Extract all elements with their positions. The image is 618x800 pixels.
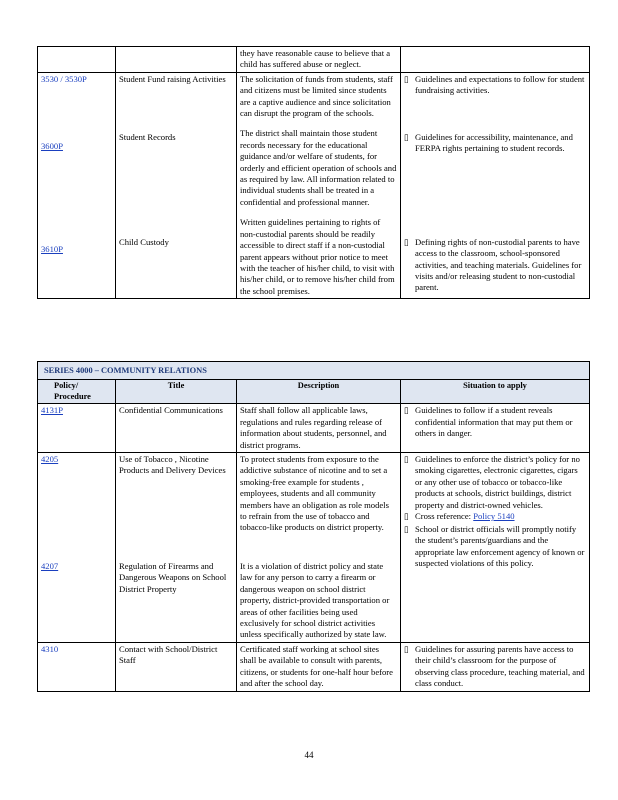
column-header-description: Description [237, 380, 401, 404]
bullet-icon: ▯ [404, 73, 409, 84]
bullet-icon: ▯ [404, 131, 409, 142]
situation-text: Guidelines for accessibility, maintenance, and FERPA rights pertaining to student records. [415, 131, 573, 154]
policy-link-3600p[interactable]: 3600P [41, 141, 63, 152]
policy-description: Written guidelines pertaining to rights of non-custodial parents should be readily accessible to direct staff if a non-custodial parent appears without prior notice to meet with the teacher of his/her child, to visit with his/her child, or to remove his/her child from the school premises. [240, 217, 395, 296]
situation-text: Guidelines to enforce the district’s policy for no smoking cigarettes, electronic cigarettes, cigars or any other use of tobacco or tobacco-like products at schools, district buildings, district property and district-owned vehicles. [415, 454, 580, 510]
situation-text: Guidelines and expectations to follow for student fundraising activities. [415, 73, 585, 96]
table-row [38, 72, 590, 298]
policy-description: Certificated staff working at school sites shall be available to consult with parents, citizens, or students for one-half hour before and after the school day. [237, 642, 401, 691]
policy-link-4205[interactable]: 4205 [41, 454, 59, 465]
policy-title: Contact with School/District Staff [116, 642, 237, 691]
policy-description: Staff shall follow all applicable laws, regulations and rules regarding release of information about students, personnel, and district programs. [237, 404, 401, 453]
policy-description: It is a violation of district policy and state law for any person to carry a firearm or dangerous weapon on school district property, district-provided transportation or areas of other facilities being used exclusively for school district activities unless specifically authorized by state law. [240, 561, 390, 640]
page-number: 44 [304, 750, 314, 760]
policy-title: Student Fund raising Activities [119, 73, 226, 84]
policy-title: Use of Tobacco , Nicotine Products and Delivery Devices [119, 454, 226, 476]
bullet-icon: ▯ [404, 405, 409, 416]
series-title: SERIES 4000 – COMMUNITY RELATIONS [38, 362, 590, 380]
policy-link-3610p[interactable]: 3610P [41, 243, 63, 254]
policy-description: To protect students from exposure to the addictive substance of nicotine and to set a smoking-free example for students , employees, students and all community members have an obligation as role models to refrain from the use of tobacco and tobacco-like products on district property. [240, 454, 389, 533]
bullet-icon: ▯ [404, 643, 409, 654]
bullet-icon: ▯ [404, 236, 409, 247]
policy-link-4207[interactable]: 4207 [41, 561, 59, 572]
cross-reference-label: Cross reference: [415, 511, 472, 522]
cross-reference-link[interactable]: Policy 5140 [473, 511, 515, 522]
table-row [38, 453, 590, 643]
situation-text: Guidelines for assuring parents have access to their child’s classroom for the purpose of observing class procedure, teaching material, and class conduct. [415, 643, 585, 689]
policy-title: Regulation of Firearms and Dangerous Weapons on School District Property [119, 561, 227, 594]
bullet-icon: ▯ [404, 524, 409, 535]
table-row [38, 47, 590, 73]
policy-code-3530: 3530 / 3530P [41, 73, 87, 84]
table-row [38, 642, 590, 691]
column-header-title: Title [116, 380, 237, 404]
situation-text: Guidelines to follow if a student reveals confidential information that may put them or others in danger. [415, 405, 573, 439]
situation-text: Defining rights of non-custodial parents to have access to the classroom, school-sponsored activities, and teaching materials. Guidelines for visits and/or releasing student to non-custodial parent. [415, 236, 582, 293]
policy-code-4310: 4310 [41, 643, 59, 654]
policy-description: The solicitation of funds from students, staff and citizens must be limited since students are a captive audience and since solicitation can disrupt the program of the schools. [240, 73, 393, 119]
table-header [38, 380, 590, 404]
top-policy-table [37, 46, 590, 299]
policy-description: The district shall maintain those student records necessary for the educational guidance and/or welfare of students, for orderly and efficient operation of schools and as required by law. All information related to individual students shall be treated in a confidential and professional manner. [240, 128, 397, 207]
situation-text: School or district officials will promptly notify the student’s parents/guardians and the appropriate law enforcement agency of known or suspected violations of this policy. [415, 524, 585, 569]
policy-title: Student Records [119, 131, 176, 142]
continuation-text: they have reasonable cause to believe that a child has suffered abuse or neglect. [237, 47, 401, 73]
policy-link-4131p[interactable]: 4131P [41, 405, 63, 416]
series-4000-table [37, 361, 590, 692]
bullet-icon: ▯ [404, 454, 409, 465]
column-header-policy: Policy/ Procedure [38, 380, 116, 404]
table-row [38, 404, 590, 453]
column-header-situation: Situation to apply [401, 380, 590, 404]
bullet-icon: ▯ [404, 511, 409, 522]
policy-title: Child Custody [119, 236, 169, 247]
policy-title: Confidential Communications [116, 404, 237, 453]
